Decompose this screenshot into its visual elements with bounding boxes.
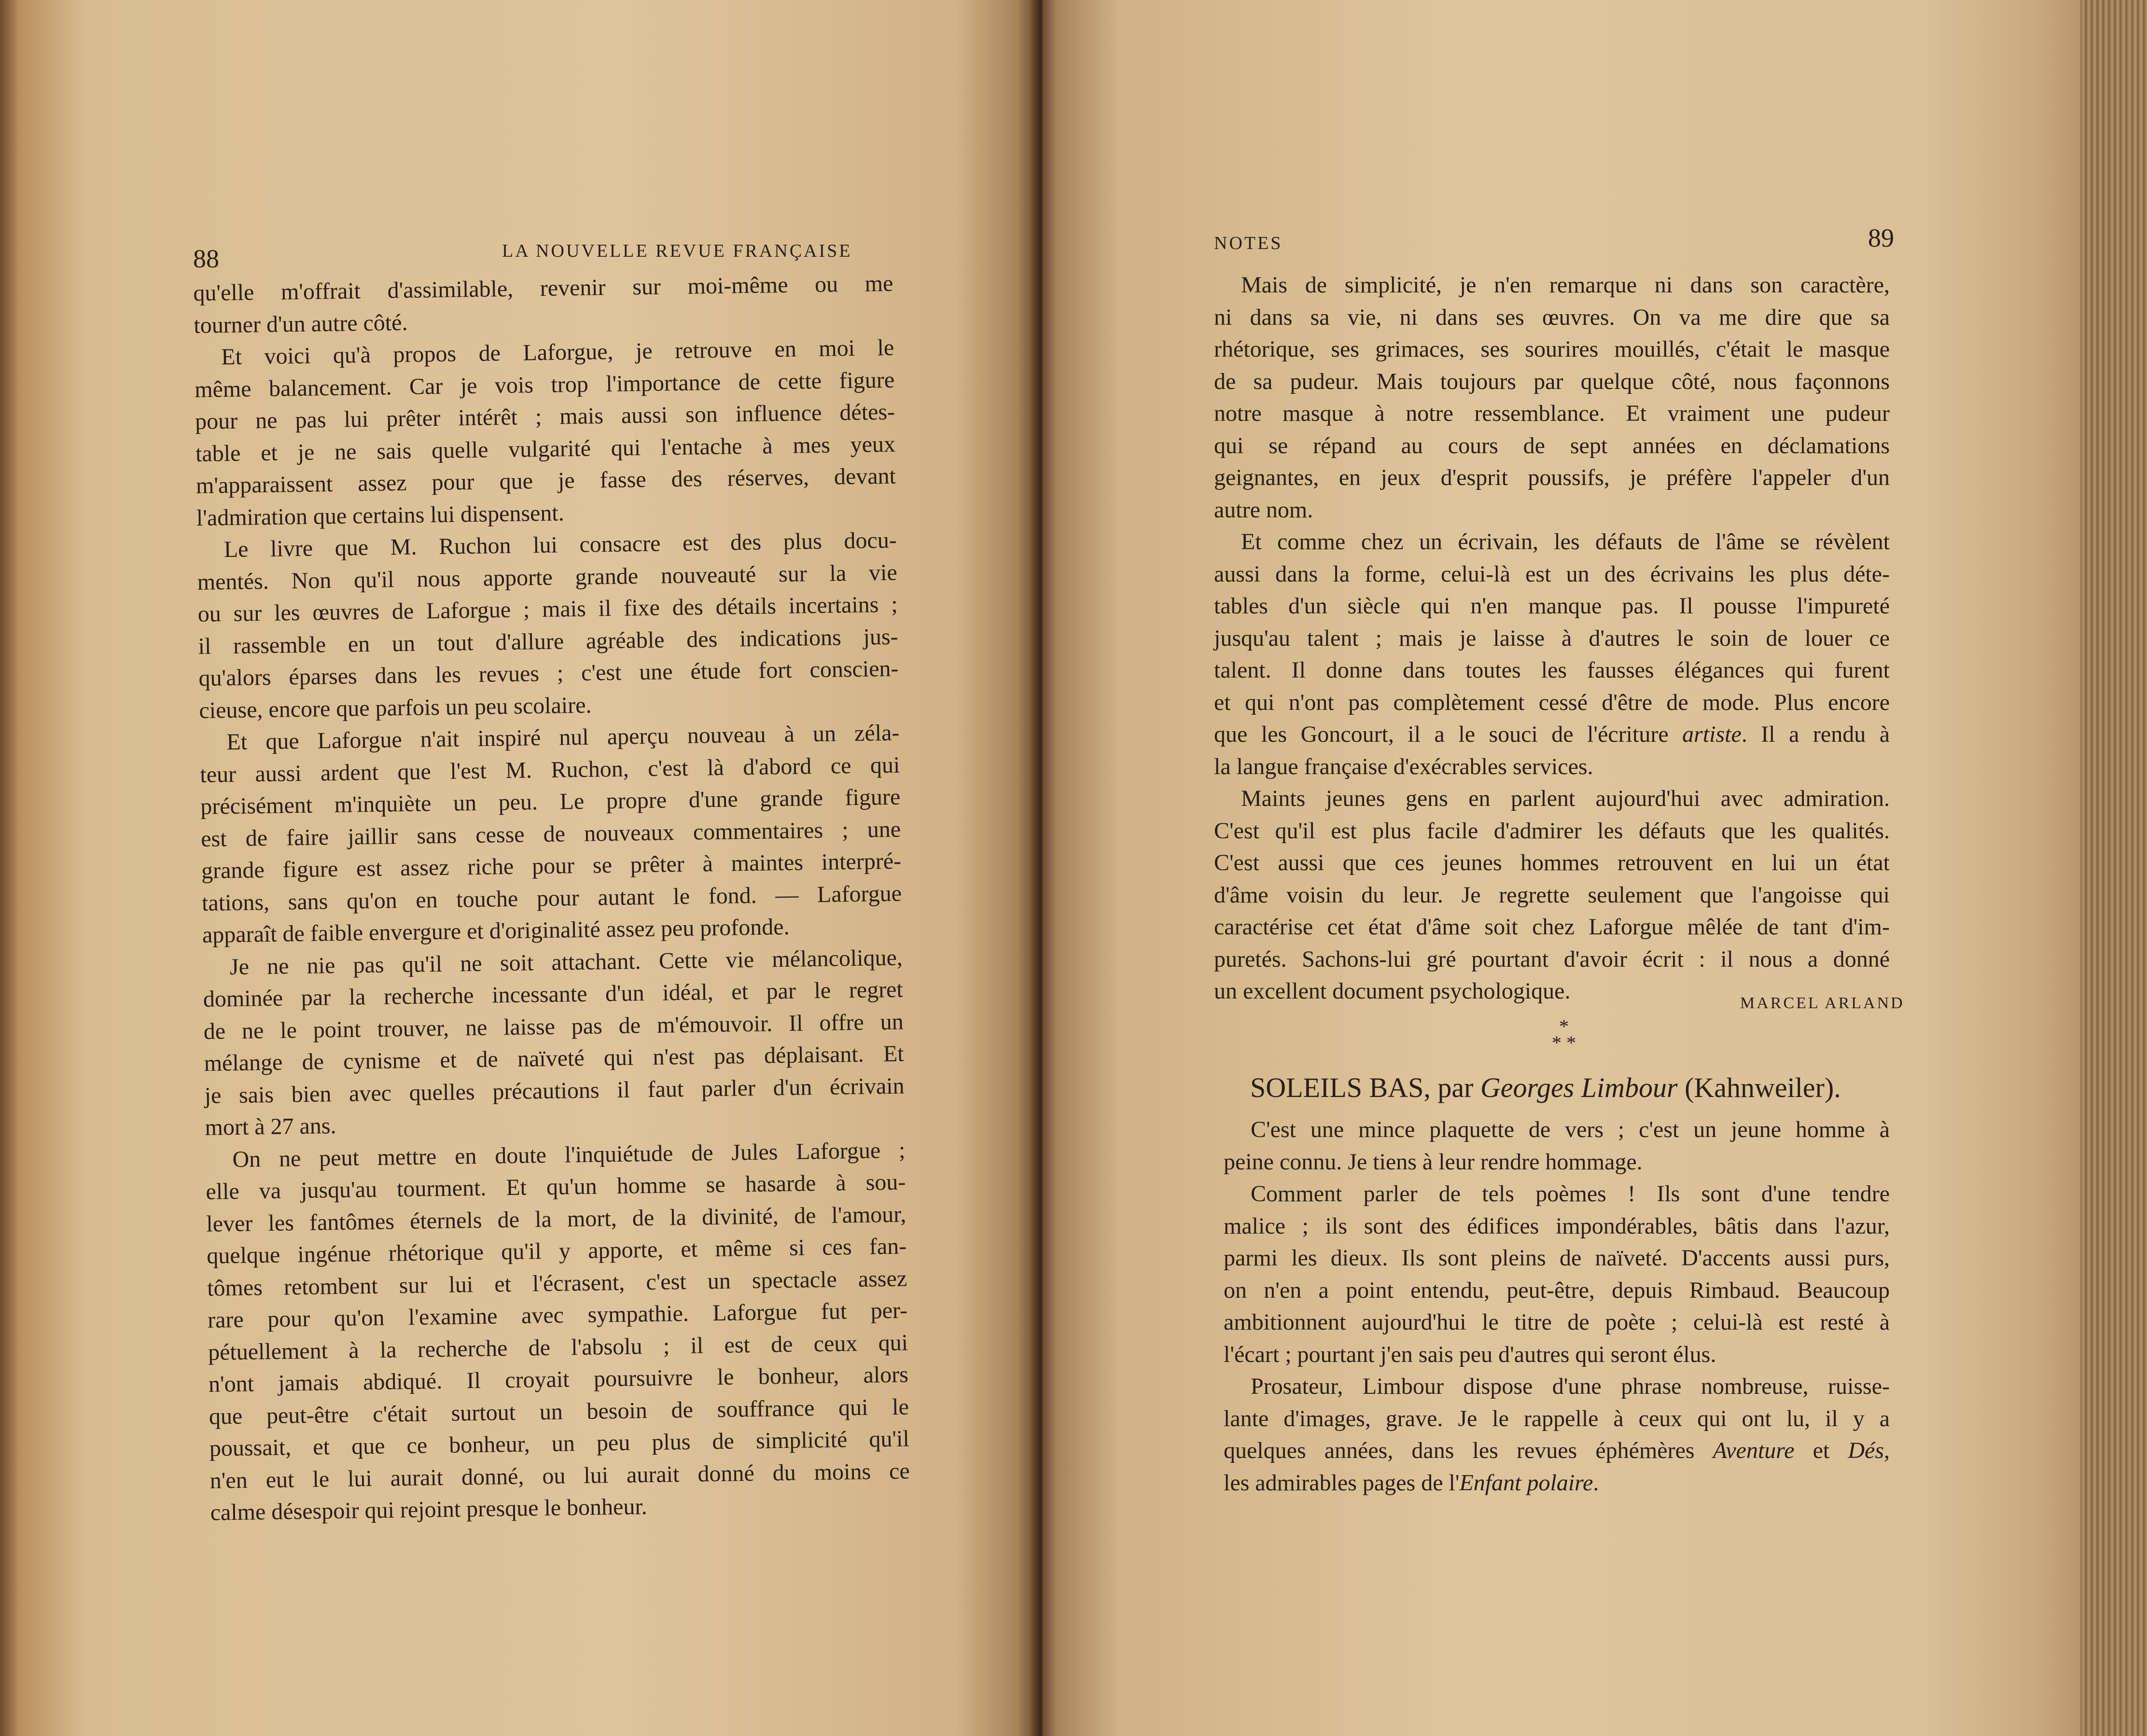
text-line: Je ne nie pas qu'il ne soit attachant. Cette vie mélancolique,	[229, 944, 903, 980]
text-line: table et je ne sais quelle vulgarité qui l'entache à mes yeux	[195, 431, 896, 467]
text-line: est de faire jaillir sans cesse de nouveaux commentaires ; une	[200, 816, 901, 852]
asterism-bottom: * *	[1552, 1032, 1576, 1054]
text-line: Et que Laforgue n'ait inspiré nul aperçu nouveau à un zéla-	[226, 720, 900, 755]
text-line: rhétorique, ses grimaces, ses sourires mouillés, c'était le masque	[1214, 336, 1890, 362]
text-line: quelques années, dans les revues éphémères Aventure et Dés,	[1224, 1438, 1890, 1463]
text-line: dominée par la recherche incessante d'un idéal, et par le regret	[203, 976, 904, 1012]
running-head-left: LA NOUVELLE REVUE FRANÇAISE	[502, 241, 852, 261]
text-line: qui se répand au cours de sept années en déclamations	[1214, 432, 1890, 458]
text-line: C'est qu'il est plus facile d'admirer les défauts que les qualités.	[1214, 818, 1890, 844]
text-line: je sais bien avec quelles précautions il faut parler d'un écrivain	[204, 1073, 905, 1109]
review-text-column	[1224, 1114, 1890, 1499]
text-line: ni dans sa vie, ni dans ses œuvres. On va me dire que sa	[1214, 304, 1890, 330]
text-line: m'apparaissent assez pour que je fasse des réserves, devant	[195, 463, 896, 499]
text-line: calme désespoir qui rejoint presque le bonheur.	[210, 1494, 648, 1526]
text-line: n'ont jamais abdiqué. Il croyait poursuivre le bonheur, alors	[208, 1361, 909, 1397]
text-line: aussi dans la forme, celui-là est un des écrivains les plus déte-	[1214, 561, 1890, 587]
text-line: grande figure est assez riche pour se prêter à maintes interpré-	[201, 848, 902, 884]
text-line: lante d'images, grave. Je le rappelle à ceux qui ont lu, il y a	[1224, 1405, 1890, 1431]
text-line: Et voici qu'à propos de Laforgue, je retrouve en moi le	[221, 334, 894, 370]
review-title-main: SOLEILS BAS, par	[1250, 1072, 1474, 1103]
text-line: l'écart ; pourtant j'en sais peu d'autres qui seront élus.	[1224, 1341, 1716, 1367]
text-line: que les Goncourt, il a le souci de l'écriture artiste. Il a rendu à	[1214, 722, 1890, 747]
text-line: poussait, et que ce bonheur, un peu plus de simplicité qu'il	[209, 1426, 910, 1461]
text-line: de ne le point trouver, ne laisse pas de m'émouvoir. Il offre un	[203, 1009, 904, 1044]
left-text-column	[193, 268, 910, 1529]
asterism	[1535, 1015, 1593, 1054]
text-line: tables d'un siècle qui n'en manque pas. Il pousse l'impureté	[1214, 593, 1890, 619]
text-line: pétuellement à la recherche de l'absolu ; il est de ceux qui	[208, 1330, 908, 1365]
review-title-author: Georges Limbour	[1480, 1072, 1678, 1103]
text-line: On ne peut mettre en doute l'inquiétude de Jules Laforgue ;	[232, 1137, 906, 1172]
page-edges	[2080, 0, 2147, 1736]
text-line: que peut-être c'était surtout un besoin de souffrance qui le	[209, 1394, 909, 1430]
page-number-left: 88	[193, 244, 219, 273]
text-line: C'est aussi que ces jeunes hommes retrouvent en lui un état	[1214, 850, 1890, 875]
text-line: on n'en a point entendu, peut-être, depuis Rimbaud. Beaucoup	[1224, 1277, 1890, 1303]
text-line: tations, sans qu'on en touche pour autant le fond. — Laforgue	[201, 880, 902, 916]
text-line: précisément m'inquiète un peu. Le propre d'une grande figure	[200, 784, 901, 819]
text-line: de sa pudeur. Mais toujours par quelque côté, nous façonnons	[1214, 368, 1890, 394]
text-line: caractérise cet état d'âme soit chez Laforgue mêlée de tant d'im-	[1214, 914, 1890, 940]
text-line: peine connu. Je tiens à leur rendre hommage.	[1224, 1149, 1643, 1175]
text-line: Le livre que M. Ruchon lui consacre est des plus docu-	[223, 527, 897, 563]
text-line: même balancement. Car je vois trop l'importance de cette figure	[194, 367, 895, 403]
text-line: Comment parler de tels poèmes ! Ils sont d'une tendre	[1251, 1181, 1890, 1207]
text-line: Mais de simplicité, je n'en remarque ni dans son caractère,	[1241, 272, 1890, 298]
text-line: un excellent document psychologique.	[1214, 978, 1571, 1004]
right-text-column	[1214, 269, 1890, 1008]
text-line: cieuse, encore que parfois un peu scolaire.	[199, 692, 592, 723]
text-line: notre masque à notre ressemblance. Et vraiment une pudeur	[1214, 401, 1890, 426]
text-line: teur aussi ardent que l'est M. Ruchon, c'est là d'abord ce qui	[200, 752, 900, 788]
text-line: il rassemble en un tout d'allure agréable des indications jus-	[198, 624, 898, 659]
text-line: la langue française d'exécrables services.	[1214, 753, 1593, 779]
text-line: Prosateur, Limbour dispose d'une phrase nombreuse, ruisse-	[1251, 1374, 1890, 1399]
text-line: ou sur les œuvres de Laforgue ; mais il fixe des détails incertains ;	[197, 591, 898, 627]
text-line: ambitionnent aujourd'hui le titre de poète ; celui-là est resté à	[1224, 1309, 1890, 1335]
text-line: geignantes, en jeux d'esprit poussifs, je préfère l'appeler d'un	[1214, 465, 1890, 490]
text-line: Maints jeunes gens en parlent aujourd'hui avec admiration.	[1241, 786, 1890, 811]
text-line: n'en eut le lui aurait donné, ou lui aurait donné du moins ce	[209, 1458, 910, 1494]
text-line: l'admiration que certains lui dispensent.	[196, 500, 565, 531]
text-line: mentés. Non qu'il nous apporte grande nouveauté sur la vie	[197, 559, 898, 595]
text-line: malice ; ils sont des édifices impondérables, bâtis dans l'azur,	[1224, 1213, 1890, 1239]
text-line: tômes retombent sur lui et l'écrasent, c'est un spectacle assez	[207, 1265, 907, 1301]
text-line: qu'alors éparses dans les revues ; c'est une étude fort conscien-	[198, 655, 899, 691]
text-line: autre nom.	[1214, 497, 1313, 523]
text-line: lever les fantômes éternels de la mort, de la divinité, de l'amour,	[206, 1201, 906, 1237]
text-line: et qui n'ont pas complètement cessé d'être de mode. Plus encore	[1214, 689, 1890, 715]
text-line: tourner d'un autre côté.	[194, 309, 408, 338]
page-number-right: 89	[1868, 223, 1894, 252]
text-line: C'est une mince plaquette de vers ; c'est un jeune homme à	[1251, 1117, 1890, 1142]
text-line: qu'elle m'offrait d'assimilable, revenir sur moi-même ou me	[193, 270, 893, 306]
text-line: mort à 27 ans.	[205, 1113, 336, 1140]
review-title	[1250, 1071, 1841, 1104]
running-head-right: NOTES	[1214, 233, 1283, 253]
text-line: jusqu'au talent ; mais je laisse à d'autres le soin de louer ce	[1214, 625, 1890, 651]
author-signature: MARCEL ARLAND	[1740, 994, 1905, 1012]
text-line: quelque ingénue rhétorique qu'il y apporte, et même si ces fan-	[206, 1233, 907, 1269]
text-line: les admirables pages de l'Enfant polaire.	[1224, 1470, 1599, 1496]
text-line: Et comme chez un écrivain, les défauts de l'âme se révèlent	[1241, 529, 1890, 555]
text-line: apparaît de faible envergure et d'originalité assez peu profonde.	[202, 914, 790, 948]
text-line: d'âme voisin du leur. Je regrette seulement que l'angoisse qui	[1214, 882, 1890, 908]
left-page	[0, 0, 1038, 1736]
text-line: rare pour qu'on l'examine avec sympathie. Laforgue fut per-	[207, 1297, 908, 1333]
text-line: elle va jusqu'au tourment. Et qu'un homme se hasarde à sou-	[206, 1169, 906, 1205]
review-title-publisher: (Kahnweiler).	[1685, 1072, 1841, 1103]
right-page	[1043, 0, 2080, 1736]
text-line: puretés. Sachons-lui gré pourtant d'avoir écrit : il nous a donné	[1214, 946, 1890, 972]
text-line: parmi les dieux. Ils sont pleins de naïveté. D'accents aussi purs,	[1224, 1245, 1890, 1271]
asterism-top: *	[1559, 1015, 1569, 1037]
text-line: talent. Il donne dans toutes les fausses élégances qui furent	[1214, 657, 1890, 683]
text-line: pour ne pas lui prêter intérêt ; mais aussi son influence détes-	[195, 399, 895, 434]
text-line: mélange de cynisme et de naïveté qui n'est pas déplaisant. Et	[204, 1041, 904, 1076]
